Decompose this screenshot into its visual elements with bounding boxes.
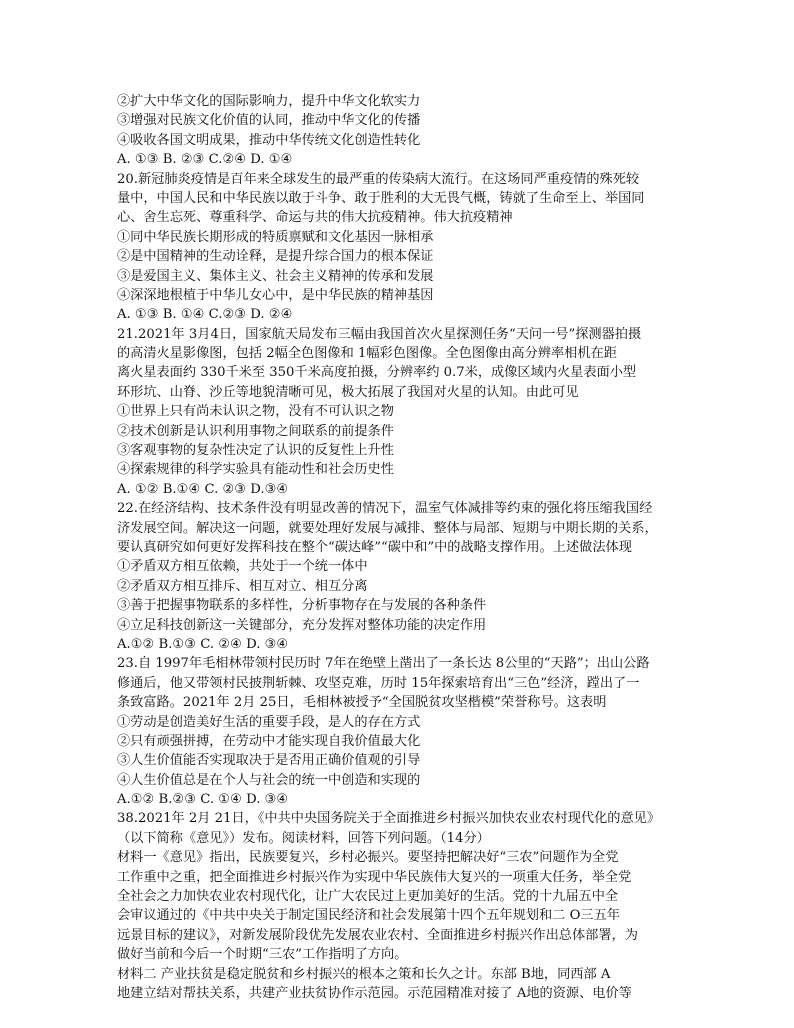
question-stem: 环形坑、山脊、沙丘等地貌清晰可见，极大拓展了我国对火星的认知。由此可见 (117, 384, 579, 400)
option-4: ④吸收各国文明成果，推动中华传统文化创造性转化 (117, 132, 421, 148)
option-3: ③人生价值能否实现取决于是否用正确价值观的引导 (117, 753, 421, 769)
question-stem: 38.2021年 2月 21日，《中共中央国务院关于全面推进乡村振兴加快农业农村现代化的意见》 (117, 811, 661, 827)
option-4: ④人生价值总是在个人与社会的统一中创造和实现的 (117, 772, 421, 788)
option-1: ①劳动是创造美好生活的重要手段，是人的存在方式 (117, 714, 421, 730)
option-3: ③是爱国主义、集体主义、社会主义精神的传承和发展 (117, 268, 434, 284)
answer-choices: A. ①③ B. ②③ C.②④ D. ①④ (117, 152, 293, 168)
option-2: ②技术创新是认识利用事物之间联系的前提条件 (117, 423, 394, 439)
option-2: ②矛盾双方相互排斥、相互对立、相互分离 (117, 578, 368, 594)
question-stem: 修通后，他又带领村民披荆斩棘、攻坚克难，历时 15年探索培育出“三色”经济，蹚出了一 (117, 675, 640, 691)
option-2: ②只有顽强拼搏，在劳动中才能实现自我价值最大化 (117, 733, 421, 749)
option-1: ①矛盾双方相互依赖，共处于一个统一体中 (117, 559, 368, 575)
material-paragraph: 材料一《意见》指出，民族要复兴，乡村必振兴。要坚持把解决好“三农”问题作为全党 (117, 850, 619, 866)
material-paragraph: 远景目标的建议》，对新发展阶段优先发展农业农村、全面推进乡村振兴作出总体部署，为 (117, 927, 638, 943)
material-paragraph: 工作重中之重，把全面推进乡村振兴作为实现中华民族伟大复兴的一项重大任务，举全党 (117, 869, 632, 885)
option-4: ④立足科技创新这一关键部分，充分发挥对整体功能的决定作用 (117, 617, 487, 633)
option-3: ③善于把握事物联系的多样性，分析事物存在与发展的各种条件 (117, 598, 487, 614)
question-stem: 济发展空间。解决这一问题，就要处理好发展与减排、整体与局部、短期与中期长期的关系， (117, 520, 658, 536)
material-paragraph: 会审议通过的《中共中央关于制定国民经济和社会发展第十四个五年规划和二 O三五年 (117, 908, 620, 924)
material-paragraph: 材料二 产业扶贫是稳定脱贫和乡村振兴的根本之策和长久之计。东部 B地，同西部 A (117, 966, 611, 982)
question-stem: 的高清火星影像图，包括 2幅全色图像和 1幅彩色图像。全色图像由高分辨率相机在距 (117, 346, 617, 362)
question-stem: 量中，中国人民和中华民族以敢于斗争、敢于胜利的大无畏气概，铸就了生命至上、举国同 (117, 190, 645, 206)
option-1: ①同中华民族长期形成的特质禀赋和文化基因一脉相承 (117, 229, 434, 245)
option-4: ④探索规律的科学实验具有能动性和社会历史性 (117, 462, 394, 478)
option-1: ①世界上只有尚未认识之物，没有不可认识之物 (117, 404, 394, 420)
question-stem: 22.在经济结构、技术条件没有明显改善的情况下，温室气体减排等约束的强化将压缩我国经 (117, 501, 653, 517)
option-2: ②扩大中华文化的国际影响力，提升中华文化软实力 (117, 94, 421, 109)
question-stem: 20.新冠肺炎疫情是百年来全球发生的最严重的传染病大流行。在这场同严重疫情的殊死较 (117, 171, 640, 187)
option-3: ③客观事物的复杂性决定了认识的反复性上升性 (117, 443, 394, 459)
material-paragraph: 全社会之力加快农业农村现代化，让广大农民过上更加美好的生活。党的十九届五中全 (117, 889, 619, 905)
option-3: ③增强对民族文化价值的认同，推动中华文化的传播 (117, 113, 421, 129)
material-paragraph: 做好当前和今后一个时期“三农”工作指明了方向。 (117, 947, 408, 963)
exam-page (117, 92, 677, 1003)
question-stem: 心、舍生忘死、尊重科学、命运与共的伟大抗疫精神。伟大抗疫精神 (117, 210, 513, 226)
material-paragraph: 地建立结对帮扶关系，共建产业扶贫协作示范园。示范园精准对接了 A地的资源、电价等 (117, 985, 632, 1001)
answer-choices: A. ①② B.①④ C. ②③ D.③④ (117, 481, 289, 497)
question-stem: 21.2021年 3月4日，国家航天局发布三幅由我国首次火星探测任务“天问一号”探测器拍摄 (117, 326, 642, 342)
answer-choices: A. ①③ B. ①④ C.②③ D. ②④ (117, 307, 293, 323)
answer-choices: A.①② B.②③ C. ①④ D. ③④ (117, 792, 289, 808)
question-stem: 要认真研究如何更好发挥科技在整个“碳达峰”“碳中和”中的战略支撑作用。上述做法体现 (117, 539, 632, 555)
question-stem: 23.自 1997年毛相林带领村民历时 7年在绝壁上凿出了一条长达 8公里的“天路”；出山公路 (117, 656, 650, 672)
answer-choices: A.①② B.①③ C. ②④ D. ③④ (117, 636, 289, 652)
question-stem: （以下简称《意见》）发布。阅读材料，回答下列问题。（14分） (117, 830, 490, 846)
option-4: ④深深地根植于中华儿女心中，是中华民族的精神基因 (117, 287, 434, 303)
option-2: ②是中国精神的生动诠释，是提升综合国力的根本保证 (117, 249, 434, 265)
question-stem: 条致富路。2021年 2月 25日，毛相林被授予“全国脱贫攻坚楷模”荣誉称号。这表明 (117, 695, 607, 711)
question-stem: 离火星表面约 330千米至 350千米高度拍摄，分辨率约 0.7米，成像区域内火星表面小型 (117, 365, 637, 381)
